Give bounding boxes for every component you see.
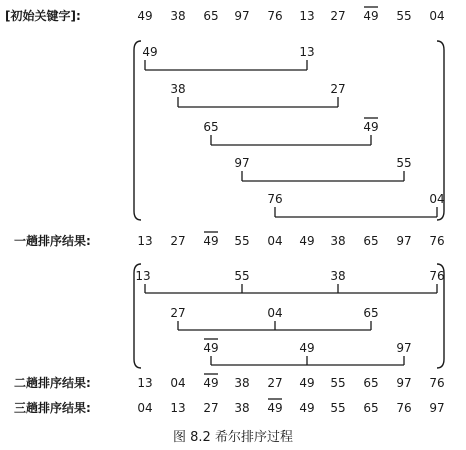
pass2-row-key: 55 [330, 376, 346, 390]
pass1-group-5-key: 04 [429, 192, 445, 206]
initial-row-key: 65 [203, 9, 219, 23]
pass3-row-key: 97 [429, 401, 445, 415]
pass2-group-1-key: 55 [234, 269, 250, 283]
pass1-group-1-key: 13 [299, 45, 315, 59]
pass3-row-key: 13 [170, 401, 186, 415]
initial-row-key: 97 [234, 9, 250, 23]
initial-row-key: 13 [299, 9, 315, 23]
pass2-group-1-key: 13 [135, 269, 151, 283]
pass2-row-key: 04 [170, 376, 186, 390]
pass1-group-5-key: 76 [267, 192, 283, 206]
initial-row-key: 55 [396, 9, 412, 23]
pass1-group-2-key: 38 [170, 82, 186, 96]
pass3-row-key: 04 [137, 401, 153, 415]
pass1-group-4-key: 55 [396, 156, 412, 170]
pass2-group-2-key: 27 [170, 306, 186, 320]
pass1-row-key: 04 [267, 234, 283, 248]
initial-row-key: 38 [170, 9, 186, 23]
pass2-row-key: 97 [396, 376, 412, 390]
pass1-group-3-key: 49 [363, 120, 379, 134]
pass3-row-key: 49 [267, 401, 283, 415]
pass1-left-bracket [134, 41, 141, 220]
initial-row-key: 04 [429, 9, 445, 23]
pass2-row-key: 65 [363, 376, 379, 390]
pass1-row-key: 13 [137, 234, 153, 248]
figure-caption: 图 8.2 希尔排序过程 [173, 430, 293, 445]
pass2-row-key: 27 [267, 376, 283, 390]
initial-row-key: 76 [267, 9, 283, 23]
initial-row-label: [初始关键字]: [5, 9, 81, 23]
pass1-row-key: 65 [363, 234, 379, 248]
pass3-row-key: 38 [234, 401, 250, 415]
pass2-group-1-key: 38 [330, 269, 346, 283]
pass2-row-key: 49 [299, 376, 315, 390]
pass3-row-key: 49 [299, 401, 315, 415]
pass1-group-1-key: 49 [142, 45, 158, 59]
pass1-group-3-key: 65 [203, 120, 219, 134]
pass2-group-3-key: 49 [299, 341, 315, 355]
pass2-group-3-key: 49 [203, 341, 219, 355]
pass3-row-key: 55 [330, 401, 346, 415]
pass2-group-3-key: 97 [396, 341, 412, 355]
pass2-row-key: 13 [137, 376, 153, 390]
pass2-group-1-key: 76 [429, 269, 445, 283]
pass1-group-4-key: 97 [234, 156, 250, 170]
pass1-row-key: 49 [299, 234, 315, 248]
pass3-row-key: 76 [396, 401, 412, 415]
pass1-row-key: 97 [396, 234, 412, 248]
pass3-row-key: 27 [203, 401, 219, 415]
pass1-row-key: 49 [203, 234, 219, 248]
initial-row-key: 49 [137, 9, 153, 23]
pass3-row-label: 三趟排序结果: [14, 401, 91, 415]
pass2-row-label: 二趟排序结果: [14, 376, 91, 390]
pass2-group-2-key: 65 [363, 306, 379, 320]
initial-row-key: 27 [330, 9, 346, 23]
pass1-group-2-key: 27 [330, 82, 346, 96]
pass1-row-key: 27 [170, 234, 186, 248]
pass2-row-key: 49 [203, 376, 219, 390]
pass3-row-key: 65 [363, 401, 379, 415]
pass1-row-label: 一趟排序结果: [14, 234, 91, 248]
pass1-row-key: 76 [429, 234, 445, 248]
pass2-group-2-key: 04 [267, 306, 283, 320]
pass1-row-key: 55 [234, 234, 250, 248]
initial-row-key: 49 [363, 9, 379, 23]
pass2-row-key: 38 [234, 376, 250, 390]
pass2-row-key: 76 [429, 376, 445, 390]
pass1-row-key: 38 [330, 234, 346, 248]
